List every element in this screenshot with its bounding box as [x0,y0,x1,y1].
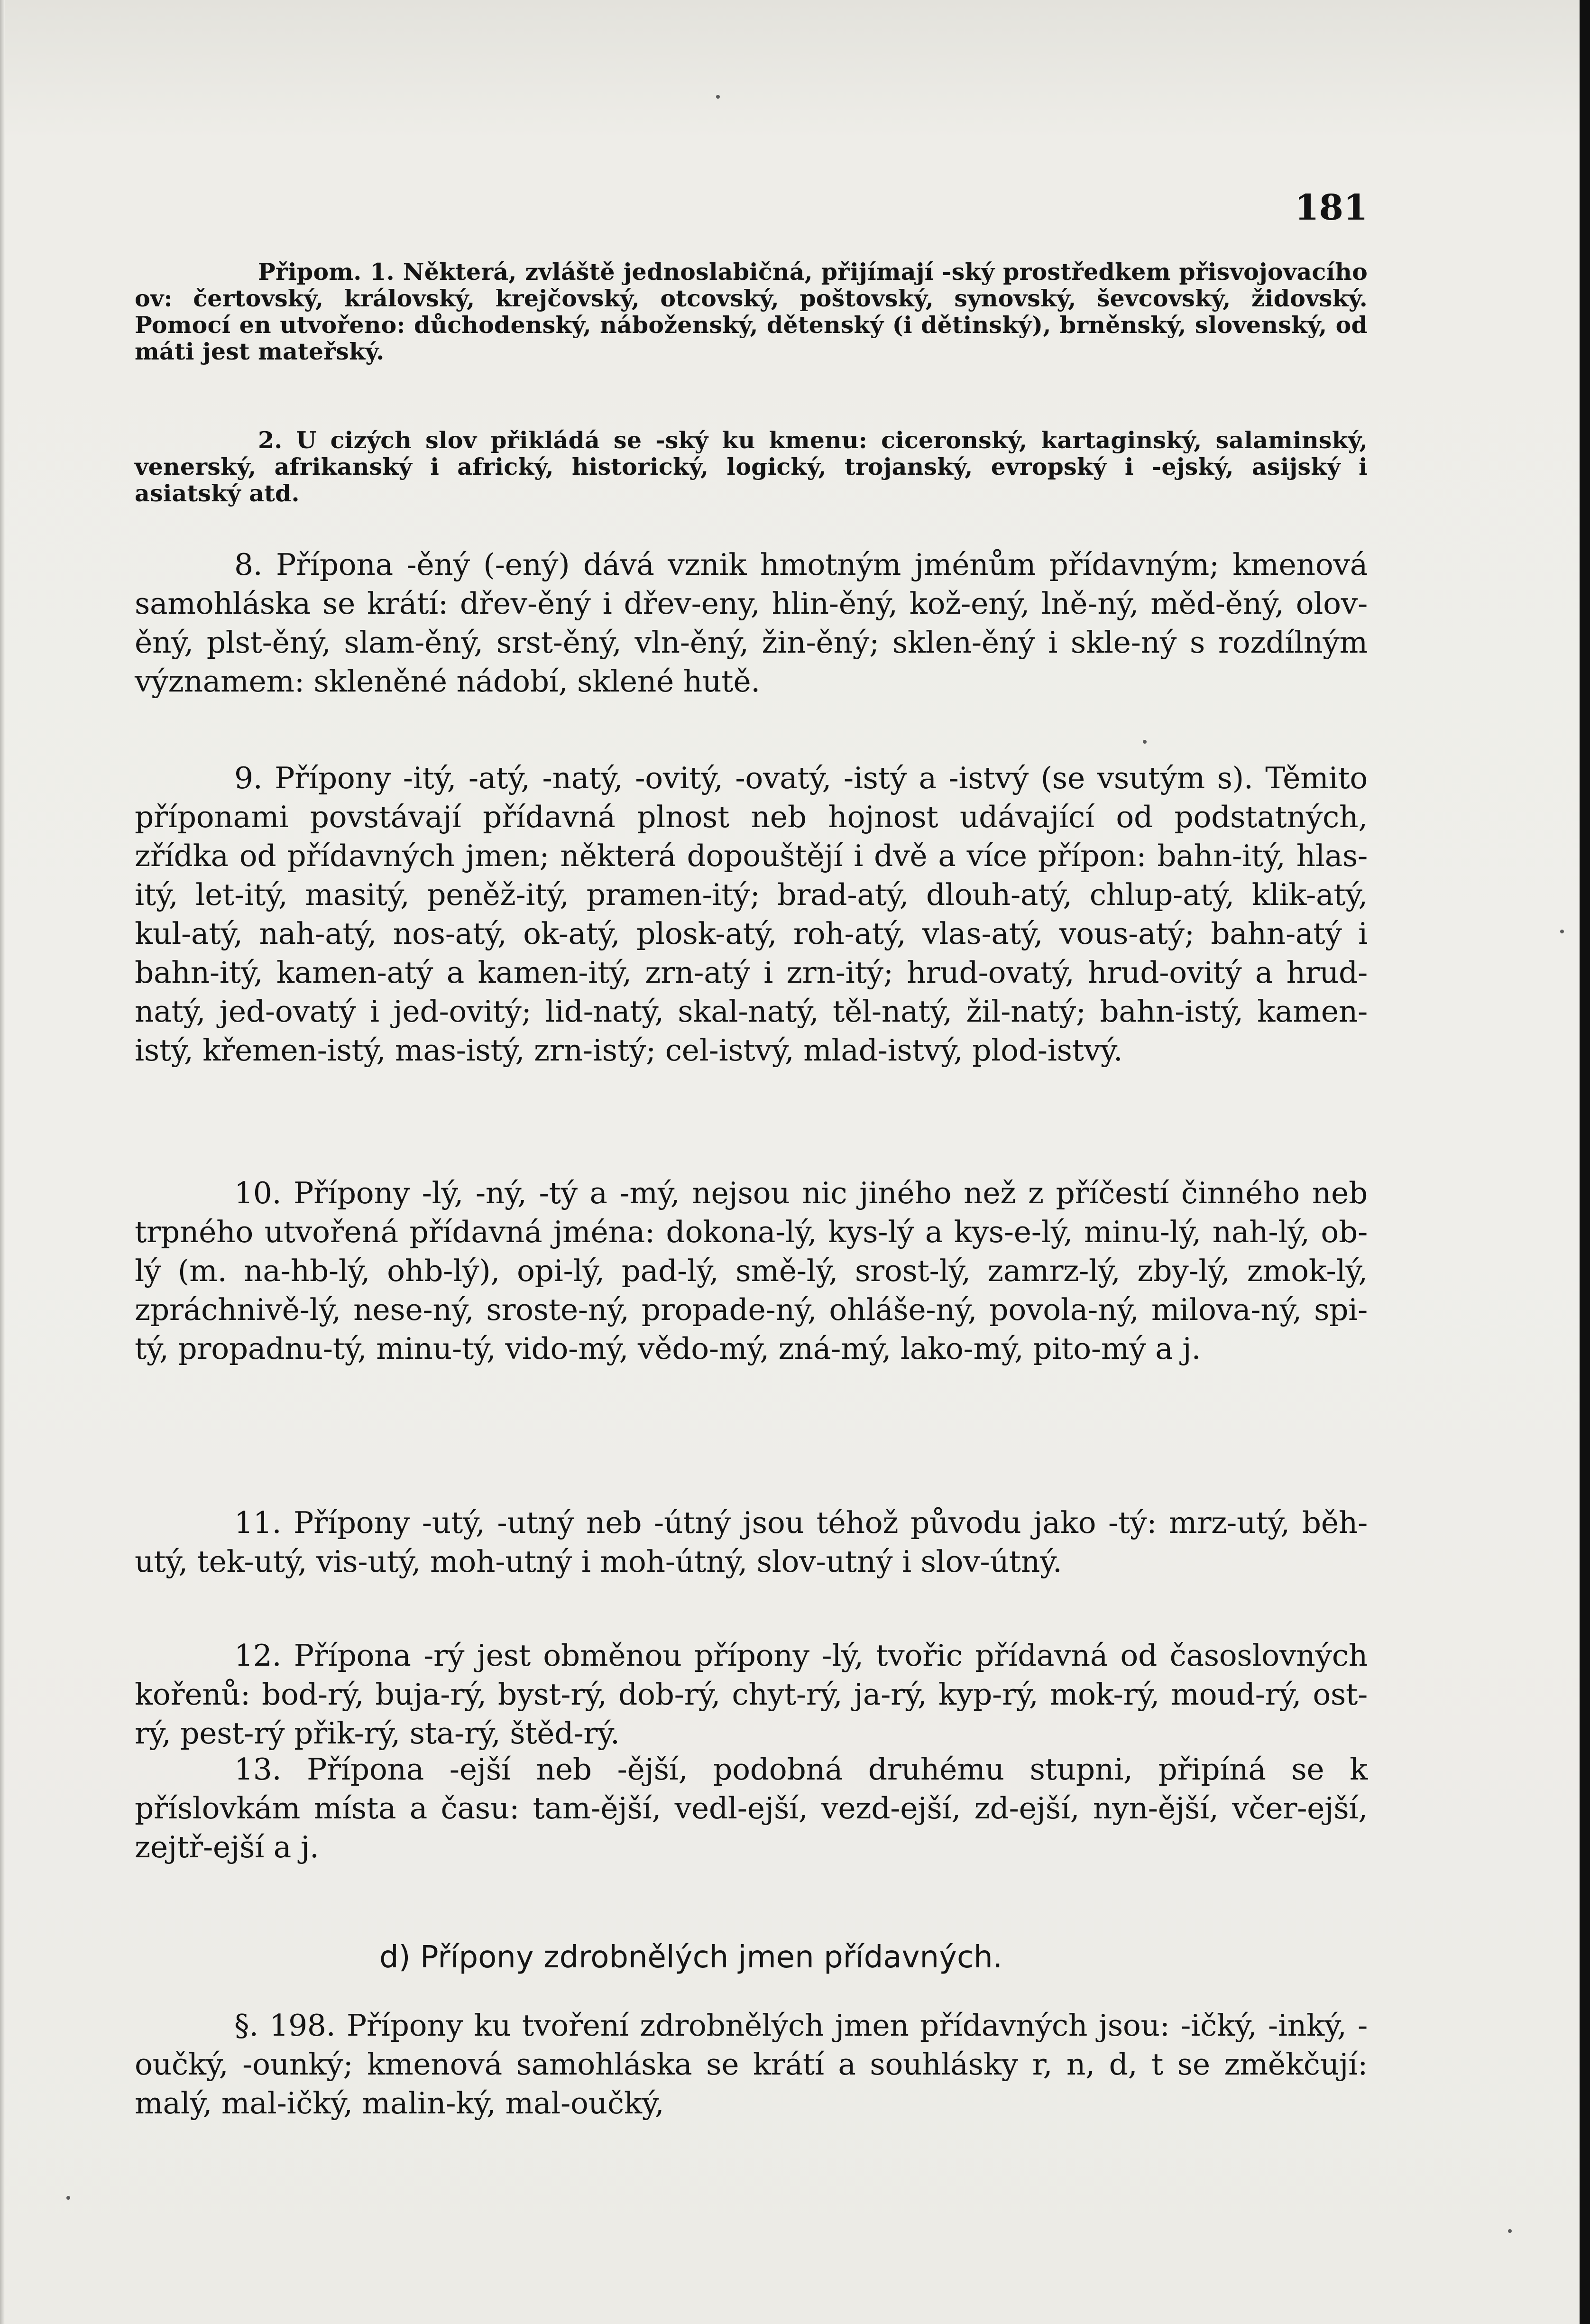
section-11 [135,1503,1368,1581]
paragraph-9: 9. Přípony -itý, -atý, -natý, -ovitý, -ovatý, -istý a -istvý (se vsutým s). Těmito příponami povstávají přídavná plnost neb hojnost udávající od podstatných, zřídka od přídavných jmen; některá dopouštějí i dvě a více přípon: bahn-itý, hlas-itý, let-itý, masitý, peněž-itý, pramen-itý; brad-atý, dlouh-atý, chlup-atý, klik-atý, kul-atý, nah-atý, nos-atý, ok-atý, plosk-atý, roh-atý, vlas-atý, vous-atý; bahn-atý i bahn-itý, kamen-atý a kamen-itý, zrn-atý i zrn-itý; hrud-ovatý, hrud-ovitý a hrud-natý, jed-ovatý i jed-ovitý; lid-natý, skal-natý, těl-natý, žil-natý; bahn-istý, kamen-istý, křemen-istý, mas-istý, zrn-istý; cel-istvý, mlad-istvý, plod-istvý. [135,761,1368,1068]
paragraph-11: 11. Přípony -utý, -utný neb -útný jsou téhož původu jako -tý: mrz-utý, běh-utý, tek-utý, vis-utý, moh-utný i moh-útný, slov-utný i slov-útný. [135,1505,1368,1579]
scan-speck [1508,2229,1512,2233]
note-block-2 [135,427,1368,507]
page-left-edge [0,0,5,2324]
section-8 [135,545,1368,701]
section-12 [135,1636,1368,1753]
section-13 [135,1750,1368,1867]
page-right-edge [1580,0,1590,2324]
scan-speck [1560,930,1564,933]
section-10 [135,1174,1368,1368]
paragraph-13: 13. Přípona -ejší neb -ější, podobná druhému stupni, připíná se k příslovkám místa a času: tam-ější, vedl-ejší, vezd-ejší, zd-ejší, nyn-ější, včer-ejší, zejtř-ejší a j. [135,1752,1368,1864]
note-paragraph-1: Připom. 1. Některá, zvláště jednoslabičná, přijímají -ský prostředkem přisvojovacího ov: čertovský, královský, krejčovský, otcovský, poštovský, synovský, ševcovský, židovský. Pomocí en utvořeno: důchodenský, náboženský, dětenský (i dětinský), brněnský, slovenský, od máti jest mateřský. [135,258,1368,365]
paragraph-198: §. 198. Přípony ku tvoření zdrobnělých jmen přídavných jsou: -ičký, -inký, -oučký, -ounký; kmenová samohláska se krátí a souhlásky r, n, d, t se změkčují: malý, mal-ičký, malin-ký, mal-oučký, [135,2008,1368,2121]
section-198 [135,2006,1368,2123]
paragraph-12: 12. Přípona -rý jest obměnou přípony -lý, tvořic přídavná od časoslovných kořenů: bod-rý, buja-rý, byst-rý, dob-rý, chyt-rý, ja-rý, kyp-rý, mok-rý, moud-rý, ost-rý, pest-rý přik-rý, sta-rý, štěd-rý. [135,1638,1368,1751]
paragraph-10: 10. Přípony -lý, -ný, -tý a -mý, nejsou nic jiného než z příčestí činného neb trpného utvořená přídavná jména: dokona-lý, kys-lý a kys-e-lý, minu-lý, nah-lý, ob-lý (m. na-hb-lý, ohb-lý), opi-lý, pad-lý, smě-lý, srost-lý, zamrz-lý, zby-lý, zmok-lý, zpráchnivě-lý, nese-ný, sroste-ný, propade-ný, ohláše-ný, povola-ný, milova-ný, spi-tý, propadnu-tý, minu-tý, vido-mý, vědo-mý, zná-mý, lako-mý, pito-mý a j. [135,1176,1368,1366]
paragraph-8: 8. Přípona -ěný (-ený) dává vznik hmotným jménům přídavným; kmenová samohláska se krátí: dřev-ěný i dřev-eny, hlin-ěný, kož-ený, lně-ný, měd-ěný, olov-ěný, plst-ěný, slam-ěný, srst-ěný, vln-ěný, žin-ěný; sklen-ěný i skle-ný s rozdílným významem: skleněné nádobí, sklené hutě. [135,547,1368,699]
note-paragraph-2: 2. U cizých slov přikládá se -ský ku kmenu: ciceronský, kartaginský, salaminský, venerský, afrikanský i africký, historický, logický, trojanský, evropský i -ejský, asijský i asiatský atd. [135,426,1368,507]
scan-speck [66,2196,70,2200]
section-heading-d: d) Přípony zdrobnělých jmen přídavných. [379,1940,1003,1975]
page-number: 181 [1295,187,1368,228]
scan-speck [716,95,720,99]
scan-speck [1143,740,1147,744]
section-9 [135,759,1368,1070]
note-block [135,258,1368,365]
